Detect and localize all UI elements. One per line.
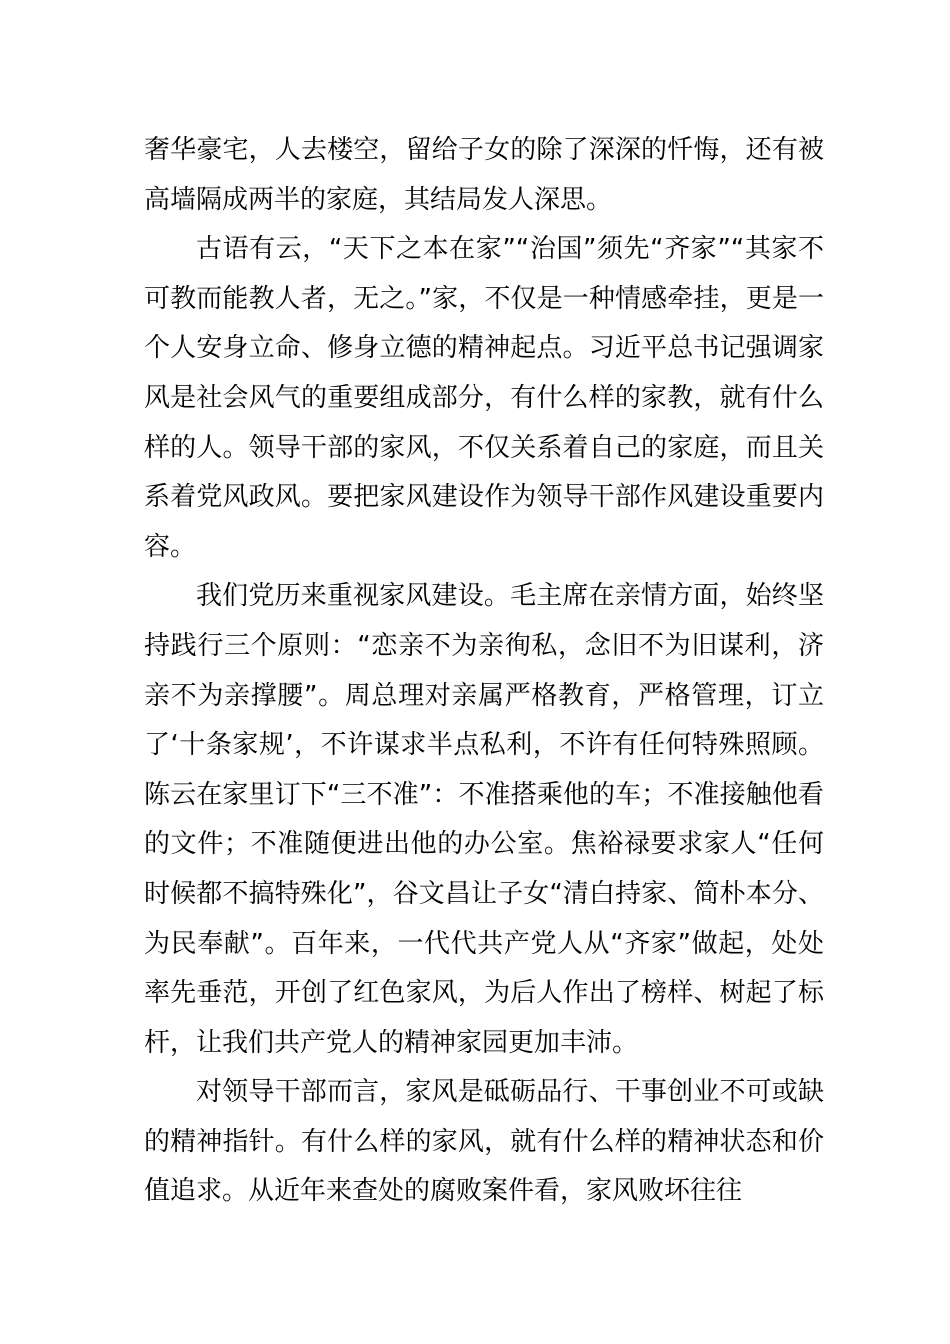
paragraph-1: 奢华豪宅，人去楼空，留给子女的除了深深的忏悔，还有被高墙隔成两半的家庭，其结局发人深思。: [144, 135, 824, 215]
paragraph-2: 古语有云，“天下之本在家”“治国”须先“齐家”“其家不可教而能教人者，无之。”家，不仅是一种情感牵挂，更是一个人安身立命、修身立德的精神起点。习近平总书记强调家风是社会风气的重要组成部分，有什么样的家教，就有什么样的人。领导干部的家风，不仅关系着自己的家庭，而且关系着党风政风。要把家风建设作为领导干部作风建设重要内容。: [144, 234, 824, 562]
paragraph-3: 我们党历来重视家风建设。毛主席在亲情方面，始终坚持践行三个原则：“恋亲不为亲徇私，念旧不为旧谋利，济亲不为亲撑腰”。周总理对亲属严格教育，严格管理，订立了‘十条家规’，不许谋求半点私利，不许有任何特殊照顾。陈云在家里订下“三不准”：不准搭乘他的车；不准接触他看的文件；不准随便进出他的办公室。焦裕禄要求家人“任何时候都不搞特殊化”，谷文昌让子女“清白持家、简朴本分、为民奉献”。百年来，一代代共产党人从“齐家”做起，处处率先垂范，开创了红色家风，为后人作出了榜样、树起了标杆，让我们共产党人的精神家园更加丰沛。: [144, 581, 824, 1058]
paragraph-4: 对领导干部而言，家风是砥砺品行、干事创业不可或缺的精神指针。有什么样的家风，就有什么样的精神状态和价值追求。从近年来查处的腐败案件看，家风败坏往往: [144, 1077, 824, 1207]
body-text: [144, 126, 824, 1217]
